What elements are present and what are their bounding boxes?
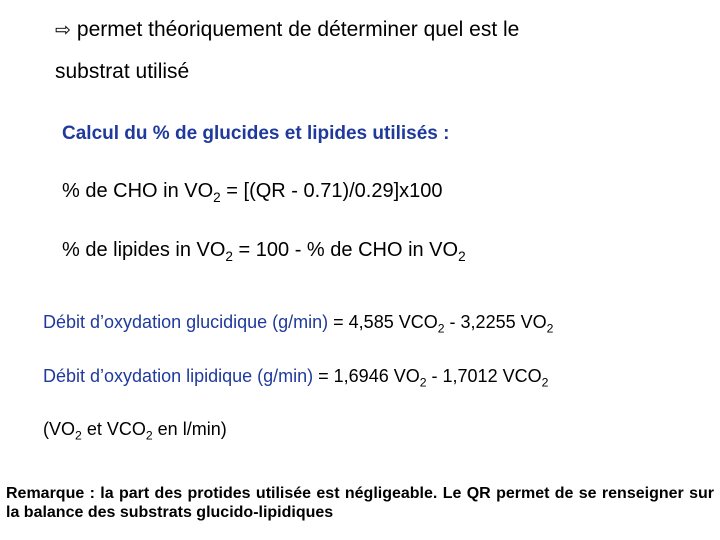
intro-line-2: substrat utilisé (55, 60, 190, 83)
formula-cho-part-b: = [(QR - 0.71)/0.29]x100 (220, 180, 443, 202)
oxidation-glucidique-part-a: = 4,585 VCO (328, 312, 438, 332)
oxidation-glucidique-sub-2: 2 (546, 321, 554, 336)
intro-text-1: permet théoriquement de déterminer quel est le (76, 18, 520, 41)
oxidation-lipidique-sub-1: 2 (419, 375, 427, 390)
formula-lipids-part-b: = 100 - % de CHO in VO (232, 239, 459, 261)
oxidation-glucidique-part-b: - 3,2255 VO (444, 312, 547, 332)
formula-cho-sub-1: 2 (213, 189, 221, 205)
oxidation-lipidique-label: Débit d’oxydation lipidique (g/min) (43, 366, 314, 386)
intro-line-1 (55, 19, 519, 40)
units-part-a: (VO (43, 419, 76, 439)
right-arrow-icon: ⇨ (55, 20, 71, 41)
oxidation-lipidique (43, 366, 549, 390)
formula-lipids-sub-2: 2 (458, 248, 466, 264)
remark-note: Remarque : la part des protides utilisée est négligeable. Le QR permet de se renseigner sur la balance des substrats glucido-lipidiques (6, 485, 714, 522)
oxidation-glucidique (43, 312, 554, 336)
formula-lipids (62, 239, 466, 264)
oxidation-glucidique-label: Débit d’oxydation glucidique (g/min) (43, 312, 329, 332)
formula-cho-part-a: % de CHO in VO (62, 180, 214, 202)
units-part-b: et VCO (81, 419, 146, 439)
formula-cho (62, 180, 443, 205)
units-note (43, 419, 227, 443)
units-sub-1: 2 (75, 428, 82, 443)
units-sub-2: 2 (145, 428, 153, 443)
units-part-c: en l/min) (152, 419, 227, 439)
formula-lipids-part-a: % de lipides in VO (62, 239, 226, 261)
formula-lipids-sub-1: 2 (225, 248, 233, 264)
oxidation-lipidique-part-b: - 1,7012 VCO (426, 366, 542, 386)
oxidation-lipidique-part-a: = 1,6946 VO (313, 366, 420, 386)
oxidation-glucidique-sub-1: 2 (437, 321, 445, 336)
oxidation-lipidique-sub-2: 2 (541, 375, 549, 390)
section-heading: Calcul du % de glucides et lipides utilisés : (62, 123, 450, 144)
